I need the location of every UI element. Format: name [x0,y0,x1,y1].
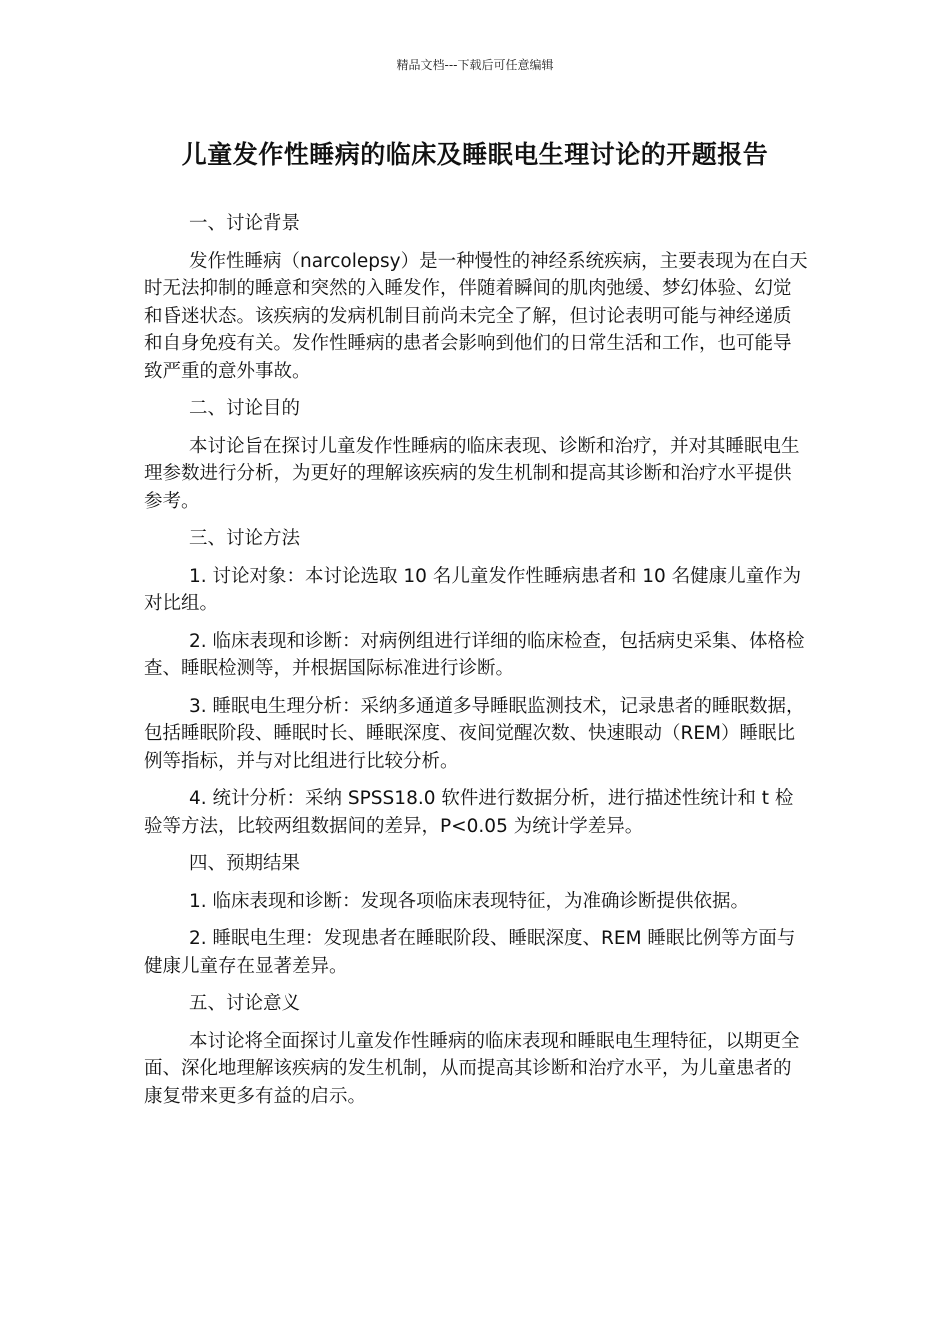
paragraph-significance: 本讨论将全面探讨儿童发作性睡病的临床表现和睡眠电生理特征，以期更全面、深化地理解该疾病的发生机制，从而提高其诊断和治疗水平，为儿童患者的康复带来更多有益的启示。 [144,1030,800,1107]
section-heading-results: 四、预期结果 [189,853,301,874]
results-item: 2. 睡眠电生理：发现患者在睡眠阶段、睡眠深度、REM 睡眠比例等方面与健康儿童存在显著差异。 [144,928,796,977]
document-body [144,210,808,1120]
paragraph-purpose: 本讨论旨在探讨儿童发作性睡病的临床表现、诊断和治疗，并对其睡眠电生理参数进行分析，为更好的理解该疾病的发生机制和提高其诊断和治疗水平提供参考。 [144,435,800,512]
header-note: 精品文档---下载后可任意编辑 [396,58,554,72]
section-heading-significance: 五、讨论意义 [189,993,301,1014]
methods-item: 4. 统计分析：采纳 SPSS18.0 软件进行数据分析，进行描述性统计和 t 检验等方法，比较两组数据间的差异，P<0.05 为统计学差异。 [144,788,794,837]
results-item: 1. 临床表现和诊断：发现各项临床表现特征，为准确诊断提供依据。 [189,890,750,912]
section-heading-background: 一、讨论背景 [189,213,301,234]
methods-item: 2. 临床表现和诊断：对病例组进行详细的临床检查，包括病史采集、体格检查、睡眠检测等，并根据国际标准进行诊断。 [144,630,805,679]
section-heading-methods: 三、讨论方法 [189,528,301,549]
paragraph-background: 发作性睡病（narcolepsy）是一种慢性的神经系统疾病，主要表现为在白天时无法抑制的睡意和突然的入睡发作，伴随着瞬间的肌肉弛缓、梦幻体验、幻觉和昏迷状态。该疾病的发病机制目前尚未完全了解，但讨论表明可能与神经递质和自身免疫有关。发作性睡病的患者会影响到他们的日常生活和工作，也可能导致严重的意外事故。 [144,250,808,382]
methods-item: 3. 睡眠电生理分析：采纳多通道多导睡眠监测技术，记录患者的睡眠数据，包括睡眠阶段、睡眠时长、睡眠深度、夜间觉醒次数、快速眼动（REM）睡眠比例等指标，并与对比组进行比较分析。 [144,695,805,772]
section-heading-purpose: 二、讨论目的 [189,398,301,419]
methods-item: 1. 讨论对象：本讨论选取 10 名儿童发作性睡病患者和 10 名健康儿童作为对比组。 [144,565,802,614]
document-title: 儿童发作性睡病的临床及睡眠电生理讨论的开题报告 [181,140,769,169]
